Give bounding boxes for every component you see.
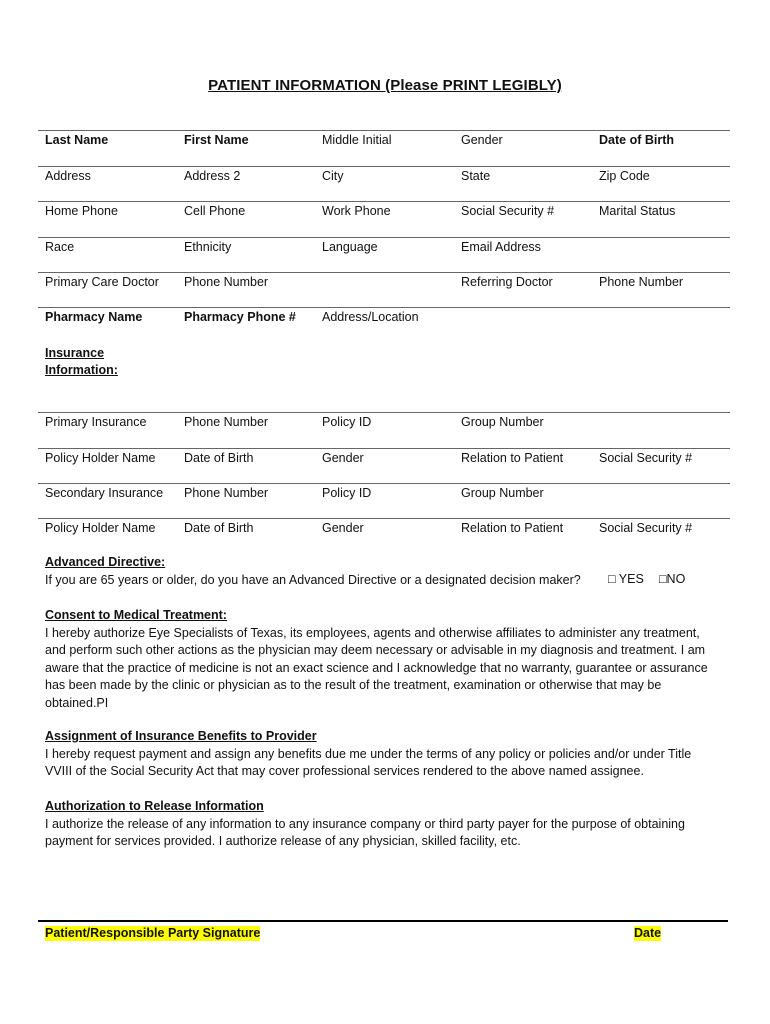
form-row	[38, 130, 730, 166]
field-label: Middle Initial	[322, 133, 392, 147]
consent-section	[45, 607, 725, 712]
field-label: Policy ID	[322, 415, 372, 429]
field-label: Gender	[461, 133, 503, 147]
field-label: Gender	[322, 521, 364, 535]
form-row	[38, 412, 730, 448]
field-label: Pharmacy Name	[45, 310, 143, 324]
field-label: Date of Birth	[184, 451, 254, 465]
field-label: Date of Birth	[599, 133, 674, 147]
field-label: Address	[45, 169, 91, 183]
authorization-section	[45, 798, 725, 851]
insurance-heading-line1: Insurance	[45, 346, 105, 360]
insurance-heading	[45, 345, 118, 379]
advanced-directive-heading: Advanced Directive:	[45, 555, 166, 569]
consent-line: has been made by the clinic or physician as to the result of the treatment, examination or otherwise that may be	[45, 678, 662, 692]
consent-line: obtained.PI	[45, 695, 109, 710]
signature-line[interactable]	[38, 920, 728, 922]
form-row	[38, 166, 730, 202]
assignment-line: I hereby request payment and assign any benefits due me under the terms of any policy or policies and/or under Title	[45, 746, 692, 761]
field-label: Zip Code	[599, 169, 650, 183]
date-label: Date	[634, 926, 662, 940]
assignment-heading: Assignment of Insurance Benefits to Provider	[45, 729, 317, 743]
field-label: Phone Number	[184, 275, 269, 289]
field-label: Social Security #	[461, 204, 555, 218]
field-label: City	[322, 169, 344, 183]
field-label: Secondary Insurance	[45, 486, 164, 500]
advanced-directive-question: If you are 65 years or older, do you have an Advanced Directive or a designated decision maker?	[45, 572, 581, 587]
signature-label: Patient/Responsible Party Signature	[45, 926, 261, 940]
consent-line: and perform such other actions as the physician may deem necessary or advisable in my diagnosis and treatment. I am	[45, 643, 706, 657]
field-label: State	[461, 169, 491, 183]
form-row	[38, 272, 730, 308]
field-label: Home Phone	[45, 204, 118, 218]
form-row	[38, 307, 730, 343]
field-label: Phone Number	[184, 486, 269, 500]
field-label: Address/Location	[322, 310, 419, 324]
form-row	[38, 201, 730, 237]
field-label: Last Name	[45, 133, 109, 147]
authorization-line: I authorize the release of any information to any insurance company or third party payer for the purpose of obtaining	[45, 816, 685, 831]
field-label: Social Security #	[599, 521, 693, 535]
field-label: First Name	[184, 133, 249, 147]
field-label: Phone Number	[599, 275, 684, 289]
field-label: Policy Holder Name	[45, 521, 156, 535]
yes-checkbox[interactable]: □ YES	[608, 572, 644, 586]
field-label: Group Number	[461, 486, 544, 500]
consent-heading: Consent to Medical Treatment:	[45, 608, 227, 622]
consent-line: aware that the practice of medicine is not an exact science and I acknowledge that no warranty, guarantee or assurance	[45, 660, 708, 675]
authorization-line: payment for services provided. I authorize release of any physician, skilled facility, etc.	[45, 834, 521, 848]
authorization-heading: Authorization to Release Information	[45, 799, 264, 813]
field-label: Primary Care Doctor	[45, 275, 159, 289]
field-label: Phone Number	[184, 415, 269, 429]
form-row	[38, 483, 730, 519]
form-row	[38, 518, 730, 554]
field-label: Group Number	[461, 415, 544, 429]
field-label: Address 2	[184, 169, 241, 183]
no-checkbox[interactable]: □NO	[659, 572, 686, 586]
consent-line: I hereby authorize Eye Specialists of Texas, its employees, agents and otherwise affiliates to administer any treatment,	[45, 625, 700, 640]
field-label: Email Address	[461, 240, 541, 254]
field-label: Policy ID	[322, 486, 372, 500]
field-label: Referring Doctor	[461, 275, 553, 289]
field-label: Work Phone	[322, 204, 391, 218]
field-label: Relation to Patient	[461, 521, 564, 535]
field-label: Social Security #	[599, 451, 693, 465]
field-label: Date of Birth	[184, 521, 254, 535]
assignment-section	[45, 728, 725, 781]
field-label: Ethnicity	[184, 240, 232, 254]
field-label: Marital Status	[599, 204, 676, 218]
field-label: Cell Phone	[184, 204, 246, 218]
field-label: Language	[322, 240, 378, 254]
assignment-line: VVIII of the Social Security Act that may cover professional services rendered to the above named assignee.	[45, 764, 644, 778]
field-label: Relation to Patient	[461, 451, 564, 465]
field-label: Policy Holder Name	[45, 451, 156, 465]
field-label: Race	[45, 240, 75, 254]
form-row	[38, 237, 730, 273]
field-label: Gender	[322, 451, 364, 465]
page-title: PATIENT INFORMATION (Please PRINT LEGIBLY)	[208, 77, 562, 94]
insurance-heading-line2: Information:	[45, 363, 118, 377]
form-row	[38, 448, 730, 484]
field-label: Pharmacy Phone #	[184, 310, 296, 324]
field-label: Primary Insurance	[45, 415, 147, 429]
